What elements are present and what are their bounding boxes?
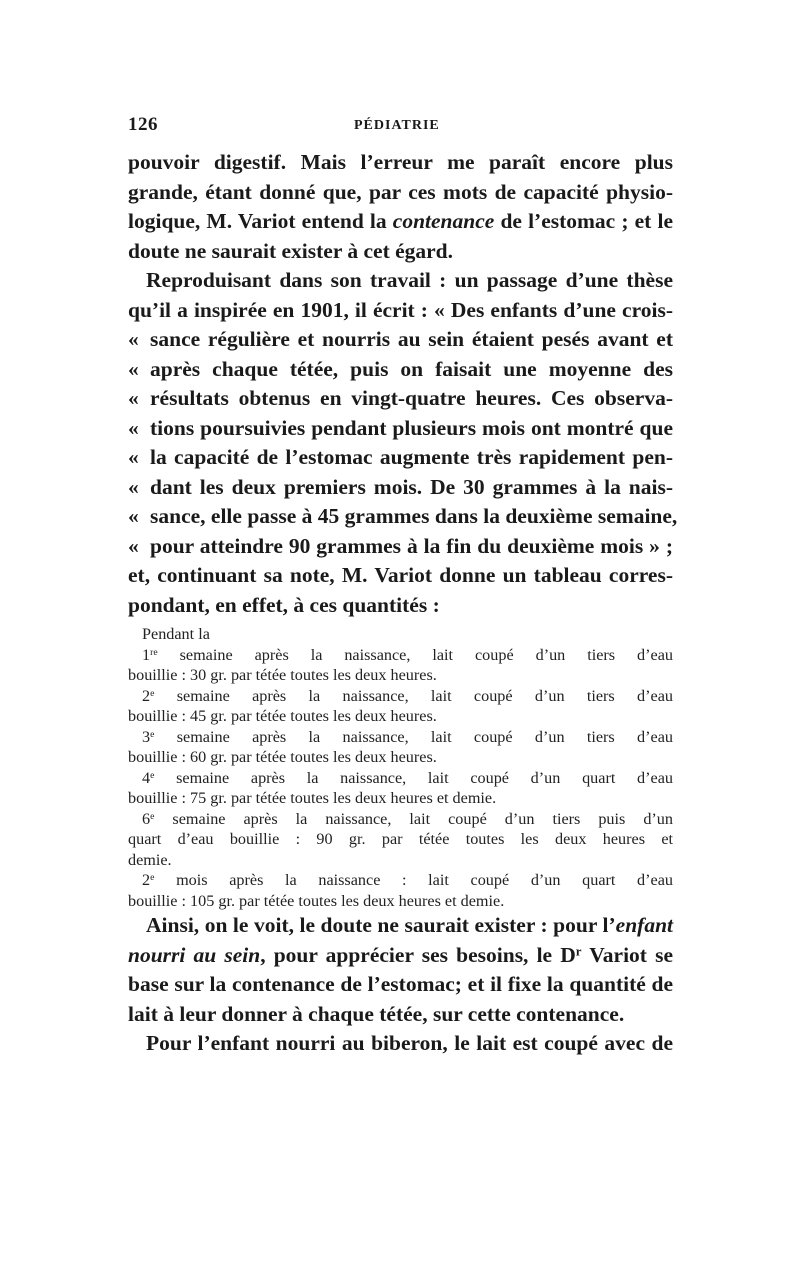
table-row: [128, 768, 673, 809]
row-number: 2: [142, 871, 151, 889]
text-run: après chaque tétée, puis on faisait une moyenne des: [150, 356, 673, 381]
page-header: [128, 114, 673, 138]
text-line: qu’il a inspirée en 1901, il écrit : « Des enfants d’une crois-: [128, 297, 673, 322]
text-line: [128, 473, 673, 503]
text-line: bouillie : 75 gr. par tétée toutes les deux heures et demie.: [128, 789, 497, 807]
running-head: PÉDIATRIE: [354, 118, 440, 133]
quote-mark: «: [128, 386, 139, 410]
row-ordinal: re: [150, 646, 158, 658]
text-line: [128, 443, 673, 473]
text-run: semaine après la naissance, lait coupé d’un tiers d’eau: [154, 686, 673, 705]
main-text: [128, 148, 678, 1059]
text-line: bouillie : 45 gr. par tétée toutes les deux heures.: [128, 707, 437, 725]
text-line: [128, 870, 673, 891]
text-line: bouillie : 105 gr. par tétée toutes les deux heures et demie.: [128, 891, 505, 910]
italic-term: nourri au sein: [128, 942, 261, 967]
paragraph-1: [128, 148, 673, 266]
text-run: dant les deux premiers mois. De 30 grammes à la nais-: [150, 474, 673, 499]
text-line: Reproduisant dans son travail : un passage d’une thèse: [146, 268, 673, 292]
quote-mark: «: [128, 356, 139, 381]
text-line: [128, 502, 678, 532]
text-line: [128, 727, 673, 748]
text-line: lait à leur donner à chaque tétée, sur cette contenance.: [128, 1001, 625, 1026]
text-run: sance, elle passe à 45 grammes dans la deuxième semaine,: [150, 504, 678, 528]
table-row: [128, 809, 673, 871]
text-line: [128, 686, 673, 707]
quote-mark: «: [128, 533, 139, 558]
text-run: la capacité de l’estomac augmente très rapidement pen-: [150, 445, 673, 469]
quote-mark: «: [128, 415, 139, 440]
text-line: [128, 325, 673, 355]
text-line: [128, 809, 673, 830]
row-number: 3: [142, 727, 151, 746]
page: [128, 114, 678, 1059]
text-line: grande, étant donné que, par ces mots de capacité physio-: [128, 179, 673, 204]
text-line: Pour l’enfant nourri au biberon, le lait est coupé avec de: [146, 1031, 673, 1055]
text-line: base sur la contenance de l’estomac; et il fixe la quantité de: [128, 972, 673, 996]
text-run: semaine après la naissance, lait coupé d’un tiers puis d’un: [154, 809, 673, 828]
italic-term: contenance: [392, 209, 495, 233]
text-line: pondant, en effet, à ces quantités :: [128, 592, 440, 617]
row-ordinal: e: [150, 810, 155, 822]
text-run: sance régulière et nourris au sein étaient pesés avant et: [150, 327, 673, 351]
text-line: [128, 207, 673, 237]
table-row: [128, 870, 673, 911]
text-line: [128, 768, 673, 789]
quote-mark: «: [128, 327, 139, 351]
text-line: [128, 355, 673, 385]
text-run: semaine après la naissance, lait coupé d’un tiers d’eau: [154, 727, 673, 746]
text-run: mois après la naissance : lait coupé d’un quart d’eau: [154, 871, 673, 889]
paragraph-4: [128, 1029, 673, 1059]
table-row: [128, 645, 673, 686]
text-run: Ainsi, on le voit, le doute ne saurait exister : pour l’: [146, 913, 616, 937]
italic-term: enfant: [615, 913, 673, 937]
text-run: logique, M. Variot entend la: [128, 209, 393, 233]
text-line: [128, 941, 673, 971]
text-line: pouvoir digestif. Mais l’erreur me paraît encore plus: [128, 150, 673, 174]
paragraph-3: [128, 911, 673, 1029]
text-line: quart d’eau bouillie : 90 gr. par tétée toutes les deux heures et: [128, 830, 673, 848]
row-number: 1: [142, 645, 151, 664]
text-run: résultats obtenus en vingt-quatre heures. Ces observa-: [150, 386, 673, 410]
text-run: pour atteindre 90 grammes à la fin du deuxième mois » ;: [150, 533, 673, 558]
text-line: et, continuant sa note, M. Variot donne un tableau corres-: [128, 563, 673, 587]
quote-mark: «: [128, 504, 139, 528]
text-run: Variot se: [581, 942, 673, 967]
text-line: demie.: [128, 850, 172, 869]
text-line: [128, 414, 673, 444]
feeding-table: [128, 624, 673, 911]
table-row: [128, 727, 673, 768]
text-line: bouillie : 60 gr. par tétée toutes les deux heures.: [128, 748, 437, 766]
superscript: r: [575, 944, 582, 959]
quote-mark: «: [128, 474, 139, 499]
text-run: , pour apprécier ses besoins, le D: [260, 942, 576, 967]
row-ordinal: e: [150, 687, 155, 699]
text-line: doute ne saurait exister à cet égard.: [128, 238, 454, 263]
text-line: [128, 911, 673, 941]
paragraph-2: [128, 266, 678, 620]
row-ordinal: e: [150, 728, 155, 740]
text-line: [128, 645, 673, 666]
text-line: bouillie : 30 gr. par tétée toutes les deux heures.: [128, 666, 437, 684]
text-run: de l’estomac ; et le: [494, 209, 673, 233]
row-number: 2: [142, 686, 151, 705]
text-line: [128, 532, 673, 562]
row-ordinal: e: [150, 769, 155, 781]
text-line: [128, 384, 673, 414]
table-intro: Pendant la: [142, 625, 210, 643]
text-run: semaine après la naissance, lait coupé d’un quart d’eau: [154, 768, 673, 787]
row-number: 6: [142, 809, 151, 828]
quote-mark: «: [128, 445, 139, 469]
table-row: [128, 686, 673, 727]
text-run: tions poursuivies pendant plusieurs mois ont montré que: [150, 415, 673, 440]
text-run: semaine après la naissance, lait coupé d’un tiers d’eau: [157, 645, 673, 664]
page-number: 126: [128, 114, 158, 135]
row-ordinal: e: [150, 872, 155, 884]
row-number: 4: [142, 768, 151, 787]
